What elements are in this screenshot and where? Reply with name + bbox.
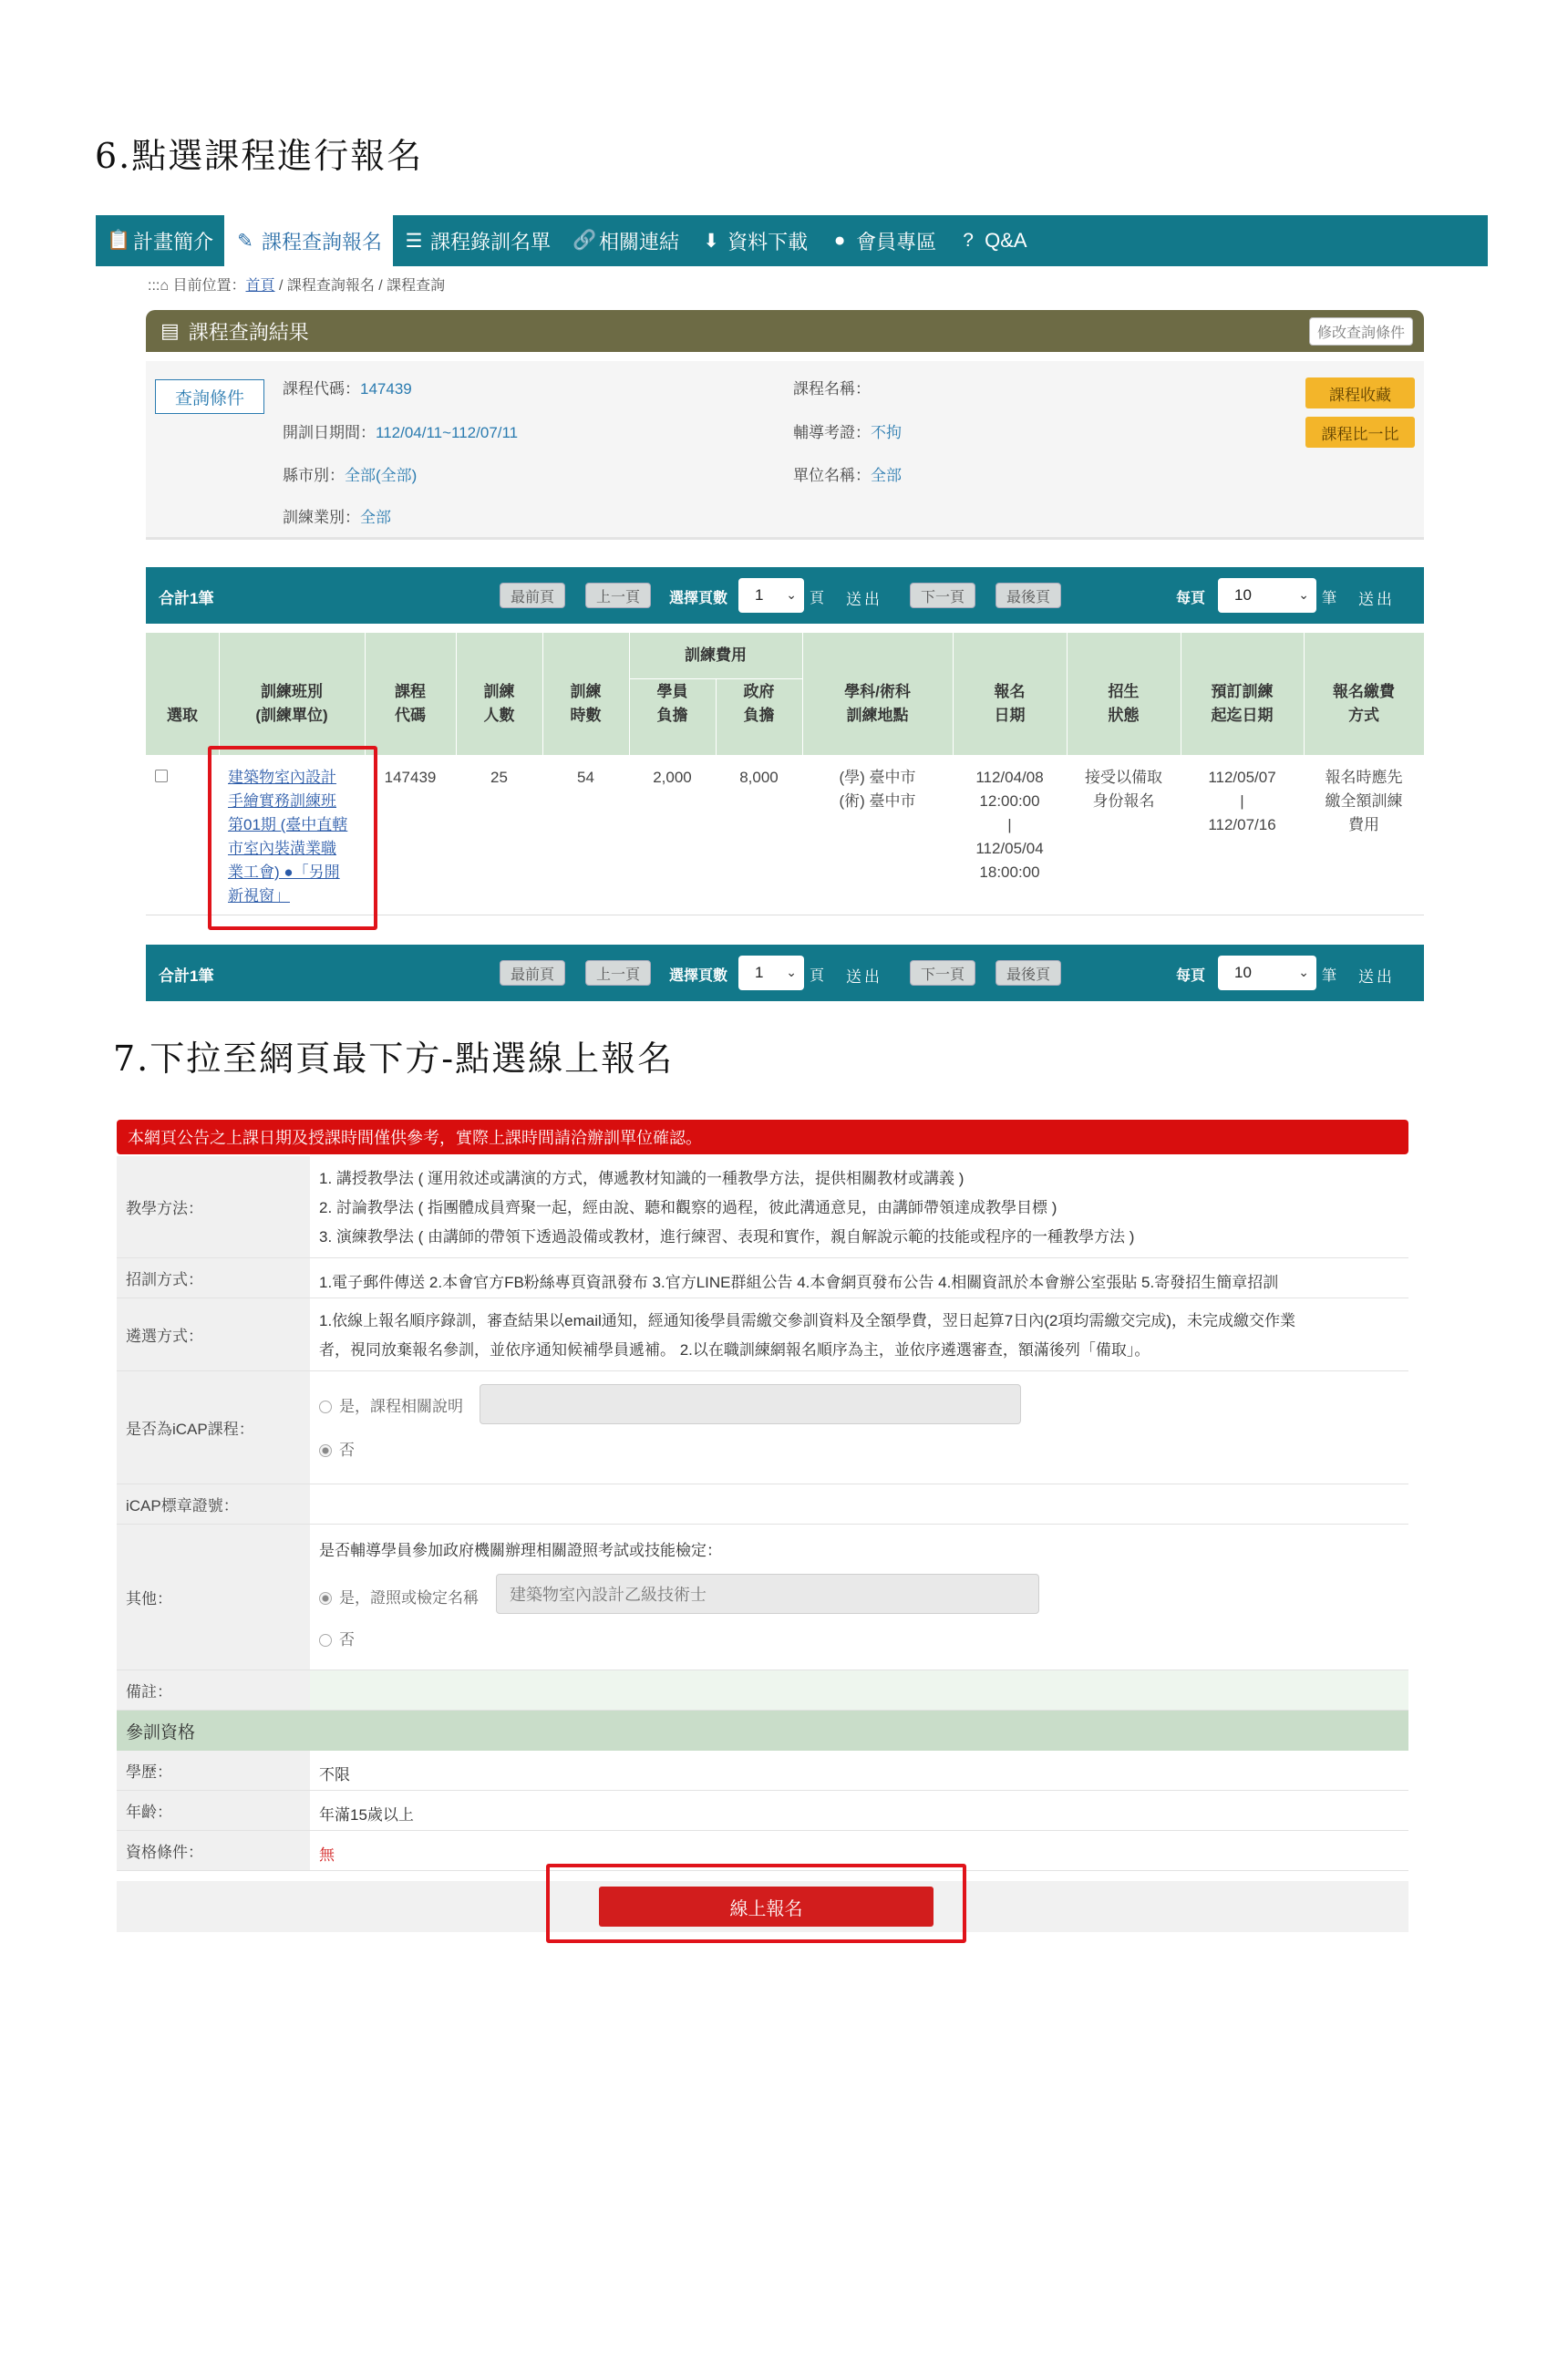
question-circle-icon: ? [963, 230, 974, 251]
qualification-section-title: 參訓資格 [117, 1711, 1408, 1751]
pencil-icon: ✎ [237, 230, 253, 252]
selection-line-1: 1.依線上報名順序錄訓，審查結果以email通知，經通知後學員需繳交參訓資料及全額學費，翌日起算7日內(2項均需繳交完成)，未完成繳交作業 [319, 1312, 1296, 1329]
col-place: 學科/術科 訓練地點 [844, 683, 911, 724]
breadcrumb: :::⌂ 目前位置：首頁 / 課程查詢報名 / 課程查詢 [148, 278, 446, 294]
page-select[interactable]: 1 ⌄ [738, 578, 804, 613]
step-7-title: 7.下拉至網頁最下方-點選線上報名 [113, 1039, 675, 1079]
per-page-send-button[interactable]: 送出 [1358, 591, 1395, 608]
pager-total: 合計1筆 [159, 590, 214, 607]
pager-bottom [146, 945, 1424, 1001]
query-conditions-panel [146, 361, 1424, 540]
cert-name-field[interactable]: 建築物室內設計乙級技術士 [496, 1574, 1039, 1614]
row-note [117, 1670, 1408, 1711]
icap-label: 是否為iCAP課程： [117, 1371, 310, 1484]
col-payment: 報名繳費 方式 [1333, 683, 1395, 724]
teaching-method-3: 3. 演練教學法 ( 由講師的帶領下透過設備或教材，進行練習、表現和實作，親自解說示範的技能或程序的一種教學方法 ) [319, 1228, 1135, 1246]
cell-signup-date: 112/04/08 12:00:00 | 112/05/04 18:00:00 [975, 769, 1044, 881]
condition-city: 縣市別：全部(全部) [283, 467, 418, 484]
page-send-button[interactable]: 送出 [846, 968, 882, 986]
teaching-method-1: 1. 講授教學法 ( 運用敘述或講演的方式，傳遞教材知識的一種教學方法，提供相關教材或講義 ) [319, 1170, 965, 1187]
radio-cert-no[interactable] [319, 1634, 332, 1647]
selection-line-2: 者，視同放棄報名參訓，並依序通知候補學員遞補。 2.以在職訓練網報名順序為主，並依序遴選審查，額滿後列「備取」。 [319, 1341, 1150, 1359]
col-student-fee: 學員 負擔 [656, 683, 688, 724]
page-unit: 頁 [810, 591, 825, 606]
per-page-select[interactable]: 10 ⌄ [1218, 578, 1316, 613]
pager-total: 合計1筆 [159, 967, 214, 985]
page-unit: 頁 [810, 968, 825, 984]
per-page-select[interactable]: 10 ⌄ [1218, 956, 1316, 990]
download-icon: ⬇ [703, 230, 719, 252]
per-page-label: 每頁 [1176, 591, 1206, 606]
row-education [117, 1751, 1408, 1791]
row-checkbox[interactable] [155, 770, 168, 782]
prev-page-button[interactable]: 上一頁 [585, 960, 651, 986]
course-link[interactable]: 建築物室內設計 手繪實務訓練班 第01期 (臺中直轄 市室內裝潢業職 業工會) ●「另開 新視窗」 [228, 769, 348, 905]
education-label: 學歷： [117, 1751, 310, 1790]
edit-conditions-button[interactable]: 修改查詢條件 [1309, 317, 1413, 346]
breadcrumb-home-link[interactable]: 首頁 [245, 278, 275, 294]
qualification-condition-value: 無 [319, 1846, 335, 1864]
nav-item-qa[interactable]: ? Q&A [947, 215, 1037, 266]
page-select-label: 選擇頁數 [669, 591, 728, 606]
row-icap [117, 1371, 1408, 1484]
condition-dates: 開訓日期間：112/04/11~112/07/11 [283, 424, 519, 441]
per-page-send-button[interactable]: 送出 [1358, 968, 1395, 986]
recruitment-value: 1.電子郵件傳送 2.本會官方FB粉絲專頁資訊發布 3.官方LINE群組公告 4.本會網頁發布公告 4.相關資訊於本會辦公室張貼 5.寄發招生簡章招訓 [319, 1274, 1279, 1291]
other-yes-option[interactable]: 是，證照或檢定名稱 [319, 1585, 479, 1608]
pager-top [146, 567, 1424, 624]
other-question: 是否輔導學員參加政府機關辦理相關證照考試或技能檢定： [319, 1542, 722, 1559]
condition-unit: 單位名稱：全部 [793, 467, 902, 484]
col-select: 選取 [167, 707, 198, 724]
course-table-header [146, 633, 1424, 755]
result-panel-header [146, 310, 1424, 352]
per-page-label: 每頁 [1176, 968, 1206, 984]
main-navbar [96, 215, 1488, 266]
icap-yes-option[interactable]: 是，課程相關說明 [319, 1393, 463, 1416]
age-value: 年滿15歲以上 [319, 1806, 414, 1824]
cell-place: (學) 臺中市 (術) 臺中市 [839, 769, 916, 810]
highlight-course-link [208, 746, 377, 930]
icap-description-field[interactable] [480, 1384, 1021, 1424]
row-age [117, 1791, 1408, 1831]
step-6-title: 6.點選課程進行報名 [95, 136, 424, 176]
other-no-option[interactable]: 否 [319, 1627, 355, 1649]
other-label: 其他： [117, 1525, 310, 1670]
user-circle-icon: ● [833, 230, 846, 251]
prev-page-button[interactable]: 上一頁 [585, 583, 651, 608]
radio-cert-yes[interactable] [319, 1592, 332, 1605]
cell-payment: 報名時應先 繳全額訓練 費用 [1325, 769, 1403, 833]
col-class: 訓練班別 (訓練單位) [255, 683, 328, 724]
teaching-method-label: 教學方法： [117, 1156, 310, 1257]
col-signup-date: 報名 日期 [994, 683, 1026, 724]
cell-period: 112/05/07 | 112/07/16 [1208, 769, 1276, 833]
condition-exam: 輔導考證：不拘 [793, 424, 902, 441]
cell-people: 25 [490, 769, 508, 786]
nav-item-downloads[interactable]: ⬇ 資料下載 [690, 215, 819, 266]
last-page-button[interactable]: 最後頁 [995, 960, 1061, 986]
list-icon: ☰ [405, 230, 423, 252]
note-label: 備註： [117, 1670, 310, 1710]
nav-item-links[interactable]: 🔗 相關連結 [573, 230, 680, 253]
row-icap-badge [117, 1484, 1408, 1525]
first-page-button[interactable]: 最前頁 [500, 583, 565, 608]
chevron-down-icon: ⌄ [786, 587, 797, 602]
selection-label: 遴選方式： [117, 1298, 310, 1370]
highlight-apply-button [546, 1864, 966, 1943]
link-icon: 🔗 [573, 230, 597, 251]
next-page-button[interactable]: 下一頁 [910, 583, 975, 608]
page-send-button[interactable]: 送出 [846, 591, 882, 608]
page-select-label: 選擇頁數 [669, 968, 728, 984]
col-gov-fee: 政府 負擔 [743, 683, 775, 724]
query-conditions-button[interactable]: 查詢條件 [155, 379, 264, 414]
education-value: 不限 [319, 1766, 350, 1784]
cell-code: 147439 [384, 769, 437, 786]
schedule-notice: 本網頁公告之上課日期及授課時間僅供參考，實際上課時間請洽辦訓單位確認。 [117, 1120, 1408, 1154]
nav-item-plan-intro[interactable]: 📋 計畫簡介 [107, 230, 214, 253]
col-status: 招生 狀態 [1108, 683, 1140, 724]
result-panel-title: 課程查詢結果 [188, 320, 309, 344]
per-page-unit: 筆 [1322, 968, 1337, 984]
compare-course-button[interactable]: 課程比一比 [1305, 417, 1415, 448]
chevron-down-icon: ⌄ [1298, 965, 1309, 979]
cell-gov-fee: 8,000 [739, 769, 779, 786]
qualification-condition-label: 資格條件： [117, 1831, 310, 1870]
row-recruitment [117, 1258, 1408, 1298]
condition-category: 訓練業別：全部 [283, 509, 391, 526]
row-teaching-method [117, 1156, 1408, 1258]
recruitment-label: 招訓方式： [117, 1258, 310, 1298]
row-selection [117, 1298, 1408, 1371]
radio-icap-no[interactable] [319, 1444, 332, 1457]
col-people: 訓練 人數 [483, 683, 515, 724]
col-code: 課程 代碼 [395, 683, 426, 724]
note-value [310, 1670, 1408, 1710]
per-page-unit: 筆 [1322, 591, 1337, 606]
chevron-down-icon: ⌄ [1298, 587, 1309, 602]
condition-course-code: 課程代碼：147439 [283, 380, 412, 398]
row-other [117, 1525, 1408, 1670]
last-page-button[interactable]: 最後頁 [995, 583, 1061, 608]
cell-status: 接受以備取 身份報名 [1085, 769, 1162, 810]
nav-item-admission-list[interactable]: ☰ 課程錄訓名單 [405, 230, 552, 253]
nav-item-member[interactable]: ● 會員專區 [819, 215, 947, 266]
online-apply-button[interactable]: 線上報名 [599, 1887, 934, 1927]
first-page-button[interactable]: 最前頁 [500, 960, 565, 986]
home-icon: ⌂ [160, 278, 170, 294]
fee-group-header: 訓練費用 [685, 646, 747, 664]
col-hours: 訓練 時數 [570, 683, 602, 724]
next-page-button[interactable]: 下一頁 [910, 960, 975, 986]
teaching-method-2: 2. 討論教學法 ( 指團體成員齊聚一起，經由說、聽和觀察的過程，彼此溝通意見，由講師帶領達成教學目標 ) [319, 1199, 1057, 1216]
age-label: 年齡： [117, 1791, 310, 1830]
clipboard-icon: 📋 [107, 230, 131, 251]
icap-badge-label: iCAP標章證號： [117, 1484, 310, 1524]
chevron-down-icon: ⌄ [786, 965, 797, 979]
cell-hours: 54 [577, 769, 594, 786]
nav-item-course-search[interactable]: ✎ 課程查詢報名 [224, 215, 393, 266]
col-period: 預訂訓練 起迄日期 [1211, 683, 1274, 724]
favorite-course-button[interactable]: 課程收藏 [1305, 377, 1415, 408]
icap-no-option[interactable]: 否 [319, 1437, 355, 1460]
page-select[interactable]: 1 ⌄ [738, 956, 804, 990]
radio-icap-yes[interactable] [319, 1401, 332, 1413]
cell-student-fee: 2,000 [653, 769, 692, 786]
book-icon: ▤ [160, 319, 180, 342]
condition-course-name: 課程名稱： [793, 380, 871, 398]
